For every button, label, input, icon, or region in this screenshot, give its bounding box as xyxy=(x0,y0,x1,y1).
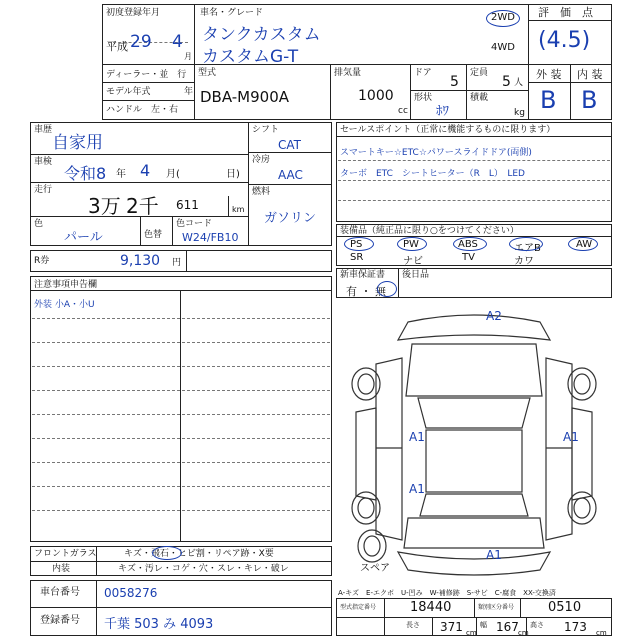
mileage-man: 3万 xyxy=(88,194,121,218)
mark-left-a1: A1 xyxy=(409,430,425,444)
shape: ﾎﾜ xyxy=(436,104,449,119)
ac: AAC xyxy=(278,168,303,182)
color-code: W24/FB10 xyxy=(182,231,239,244)
equip-pw: PW xyxy=(403,239,419,250)
warranty-label: 新車保証書 xyxy=(340,270,386,280)
mark-right-a1: A1 xyxy=(563,430,579,444)
eval-score: (4.5) xyxy=(538,28,591,53)
color: パール xyxy=(64,230,103,245)
fuel-label: 燃料 xyxy=(252,187,271,197)
dealer-label: ディーラー・並 行 xyxy=(106,70,187,80)
ac-label: 冷房 xyxy=(252,155,271,165)
type-label: 型式 xyxy=(198,68,217,78)
exterior-label: 外 装 xyxy=(536,68,562,81)
plate-number: 千葉 503 み 4093 xyxy=(104,617,214,632)
interior-label: 内装 xyxy=(52,564,71,574)
equip-abs: ABS xyxy=(458,239,478,250)
class-label: 類別区分番号 xyxy=(478,604,515,611)
chassis-number: 0058276 xyxy=(104,586,158,600)
type-cert-label: 型式指定番号 xyxy=(340,604,377,611)
capacity: 5 xyxy=(502,74,511,90)
color-change-label: 色替 xyxy=(144,230,163,240)
width-unit: cm xyxy=(518,629,529,637)
equip-navi: ナビ xyxy=(403,256,423,267)
yen-unit: 円 xyxy=(172,258,182,268)
equip-airbag: エアB xyxy=(514,243,541,254)
first-reg-label: 初度登録年月 xyxy=(106,8,161,18)
class-number: 0510 xyxy=(548,600,582,615)
equip-tv: TV xyxy=(462,252,475,263)
shaken-year-unit: 年 xyxy=(116,169,126,180)
reg-year: 29 xyxy=(130,32,152,52)
chassis-label: 車台番号 xyxy=(40,587,80,598)
shaken-month: 4 xyxy=(140,161,151,180)
equip-sr: SR xyxy=(350,252,364,263)
equip-ps: PS xyxy=(350,239,363,250)
mark-rear-left-a1: A1 xyxy=(409,482,425,496)
load-label: 積載 xyxy=(470,93,489,103)
fuel: ガソリン xyxy=(264,211,317,226)
doors: 5 xyxy=(450,74,459,90)
length-unit: cm xyxy=(466,629,477,637)
cc-unit: cc xyxy=(398,106,408,116)
spare-label: スペア xyxy=(360,563,390,574)
shaken-era: 令和8 xyxy=(64,164,107,183)
plate-label: 登録番号 xyxy=(40,615,80,626)
warranty-options: 有 ・ 無 xyxy=(346,285,386,298)
interior-options: キズ・汚レ・コゲ・穴・スレ・キレ・破レ xyxy=(118,564,289,574)
handle-label: ハンドル 左・右 xyxy=(106,105,179,115)
notes-label: 注意事項申告欄 xyxy=(34,280,98,290)
header-frame xyxy=(102,4,612,120)
type-cert: 18440 xyxy=(410,600,452,615)
grade: カスタムG-T xyxy=(202,47,299,67)
displacement-label: 排気量 xyxy=(334,68,362,78)
height-unit: cm xyxy=(596,629,607,637)
front-glass-label: フロントガラス xyxy=(34,549,97,559)
shift: CAT xyxy=(278,138,301,152)
recycle-amount: 9,130 xyxy=(120,253,161,269)
shape-label: 形状 xyxy=(414,93,433,103)
color-code-label: 色コード xyxy=(176,219,213,229)
width: 167 xyxy=(496,620,519,634)
mark-rear-a1: A1 xyxy=(486,548,502,562)
length: 371 xyxy=(440,620,463,634)
sales-line2: ターボ ETC シートヒーター（R L） LED xyxy=(340,169,525,179)
usage: 自家用 xyxy=(52,133,103,153)
length-label: 長さ xyxy=(406,621,420,629)
displacement: 1000 xyxy=(358,88,394,104)
door-label: ドア xyxy=(414,68,432,78)
exterior-grade: B xyxy=(540,86,557,114)
car-name-label: 車名・グレード xyxy=(200,8,264,18)
equip-leather: カワ xyxy=(514,256,534,267)
equip-aw: AW xyxy=(576,239,593,250)
model-code: DBA-M900A xyxy=(200,88,290,106)
interior-grade: B xyxy=(581,86,598,114)
mileage-label: 走行 xyxy=(34,185,53,195)
mileage-rest: 611 xyxy=(176,198,199,212)
mark-front-a2: A2 xyxy=(486,309,502,323)
interior-label: 内 装 xyxy=(577,68,603,81)
sales-line1: スマートキー☆ETC☆パワースライドドア(両側) xyxy=(340,148,532,158)
kg-unit: kg xyxy=(514,108,525,118)
front-glass-options: キズ・飛石・ヒビ割・リペア跡・X要 xyxy=(124,549,274,559)
damage-legend: A-キズ E-エクボ U-凹み W-補修跡 S-サビ C-腐食 XX-交換済 xyxy=(338,589,556,597)
sales-label: セールスポイント（正常に機能するものに限ります） xyxy=(340,125,556,135)
notes-text: 外装 小A・小U xyxy=(34,300,95,310)
eval-label: 評 価 点 xyxy=(538,6,593,19)
reg-month: 4 xyxy=(172,32,183,52)
capacity-label: 定員 xyxy=(470,68,489,78)
recycle-label: R券 xyxy=(34,256,50,266)
warranty-note-label: 後日品 xyxy=(402,270,430,280)
shift-label: シフト xyxy=(252,125,280,135)
shaken-day-unit: 日) xyxy=(226,169,240,180)
mileage-sen: 2千 xyxy=(126,194,159,218)
car-name: タンクカスタム xyxy=(202,25,321,45)
shaken-label: 車検 xyxy=(34,157,53,167)
drive-4wd: 4WD xyxy=(491,42,515,53)
color-label: 色 xyxy=(34,219,44,229)
notes-frame xyxy=(30,276,332,542)
model-year-unit: 年 xyxy=(184,87,194,97)
km-unit: km xyxy=(232,205,245,214)
drive-2wd: 2WD xyxy=(491,12,515,23)
width-label: 幅 xyxy=(480,621,487,629)
height-label: 高さ xyxy=(530,621,544,629)
reg-era: 平成 xyxy=(106,40,128,53)
equipment-label: 装備品（純正品に限り○をつけてください） xyxy=(340,226,519,236)
shaken-month-unit: 月( xyxy=(166,169,180,180)
height: 173 xyxy=(564,620,587,634)
inspection-label: 車歴 xyxy=(34,125,53,135)
capacity-unit: 人 xyxy=(514,78,524,88)
model-year-label: モデル年式 xyxy=(106,87,151,97)
reg-month-unit: 月 xyxy=(184,52,192,61)
